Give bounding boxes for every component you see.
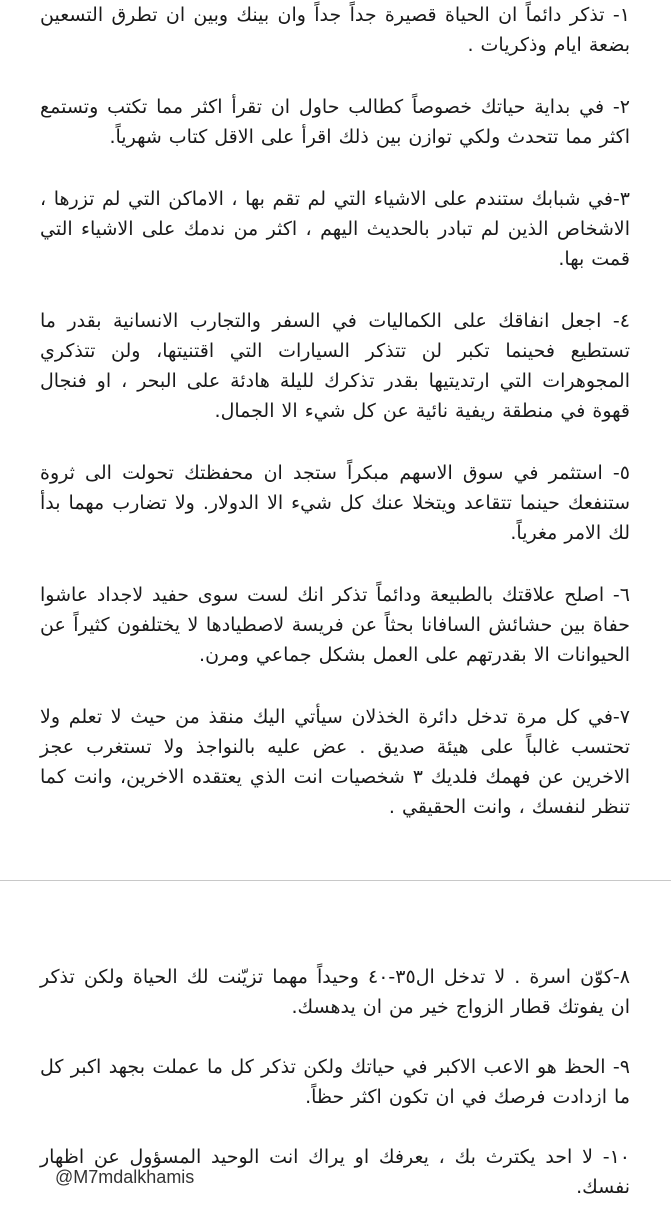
- advice-paragraph-10: ١٠- لا احد يكترث بك ، يعرفك او يراك انت الوحيد المسؤول عن اظهار نفسك.: [40, 1146, 630, 1198]
- advice-paragraph-4: ٤- اجعل انفاقك على الكماليات في السفر والتجارب الانسانية بقدر ما تستطيع فحينما تكبر لن تتذكر السيارات التي اقتنيتها، ولن تتذكري المجوهرات التي ارتديتيها بقدر تذكرك لليلة هادئة على البحر ، او فنجال قهوة في منطقة ريفية نائية عن كل شيء الا الجمال.: [40, 310, 630, 422]
- advice-paragraph-1: ١- تذكر دائماً ان الحياة قصيرة جداً جداً وان بينك وبين ان تطرق التسعين بضعة ايام وذكريات .: [40, 4, 630, 56]
- advice-paragraph-7: ٧-في كل مرة تدخل دائرة الخذلان سيأتي اليك منقذ من حيث لا تعلم ولا تحتسب غالباً على هيئة صديق . عض عليه بالنواجذ ولا تستغرب عجز الاخرين عن فهمك فلديك ٣ شخصيات انت الذي يعتقده الاخرين، وانت كما تنظر لنفسك ، وانت الحقيقي .: [40, 706, 630, 818]
- advice-paragraph-6: ٦- اصلح علاقتك بالطبيعة ودائماً تذكر انك لست سوى حفيد لاجداد عاشوا حفاة بين حشائش السافانا بحثاً عن فريسة لاصطيادها لا يختلفون كثيراً عن الحيوانات الا بقدرتهم على العمل بشكل جماعي ومرن.: [40, 584, 630, 666]
- advice-paragraph-5: ٥- استثمر في سوق الاسهم مبكراً ستجد ان محفظتك تحولت الى ثروة ستنفعك حينما تتقاعد ويتخلا عنك كل شيء الا الدولار. ولا تضارب مهما بدأ لك الامر مغرياً.: [40, 462, 630, 544]
- author-handle: @M7mdalkhamis: [55, 1167, 195, 1187]
- advice-paragraph-3: ٣-في شبابك ستندم على الاشياء التي لم تقم بها ، الاماكن التي لم تزرها ، الاشخاص الذين لم تبادر بالحديث اليهم ، اكثر من ندمك على الاشياء التي قمت بها.: [40, 188, 630, 270]
- advice-paragraph-9: ٩- الحظ هو الاعب الاكبر في حياتك ولكن تذكر كل ما عملت بجهد اكبر كل ما ازدادت فرصك في ان تكون اكثر حظاً.: [40, 1056, 630, 1108]
- page-divider: [0, 880, 671, 881]
- advice-paragraph-8: ٨-كوّن اسرة . لا تدخل ال٣٥-٤٠ وحيداً مهما تزيّنت لك الحياة ولكن تذكر ان يفوتك قطار الزواج خير من ان يدهسك.: [40, 966, 630, 1018]
- advice-list-top: [40, 0, 630, 854]
- advice-paragraph-2: ٢- في بداية حياتك خصوصاً كطالب حاول ان تقرأ اكثر مما تكتب وتستمع اكثر مما تتحدث ولكي توازن بين ذلك اقرأ على الاقل كتاب شهرياً.: [40, 96, 630, 148]
